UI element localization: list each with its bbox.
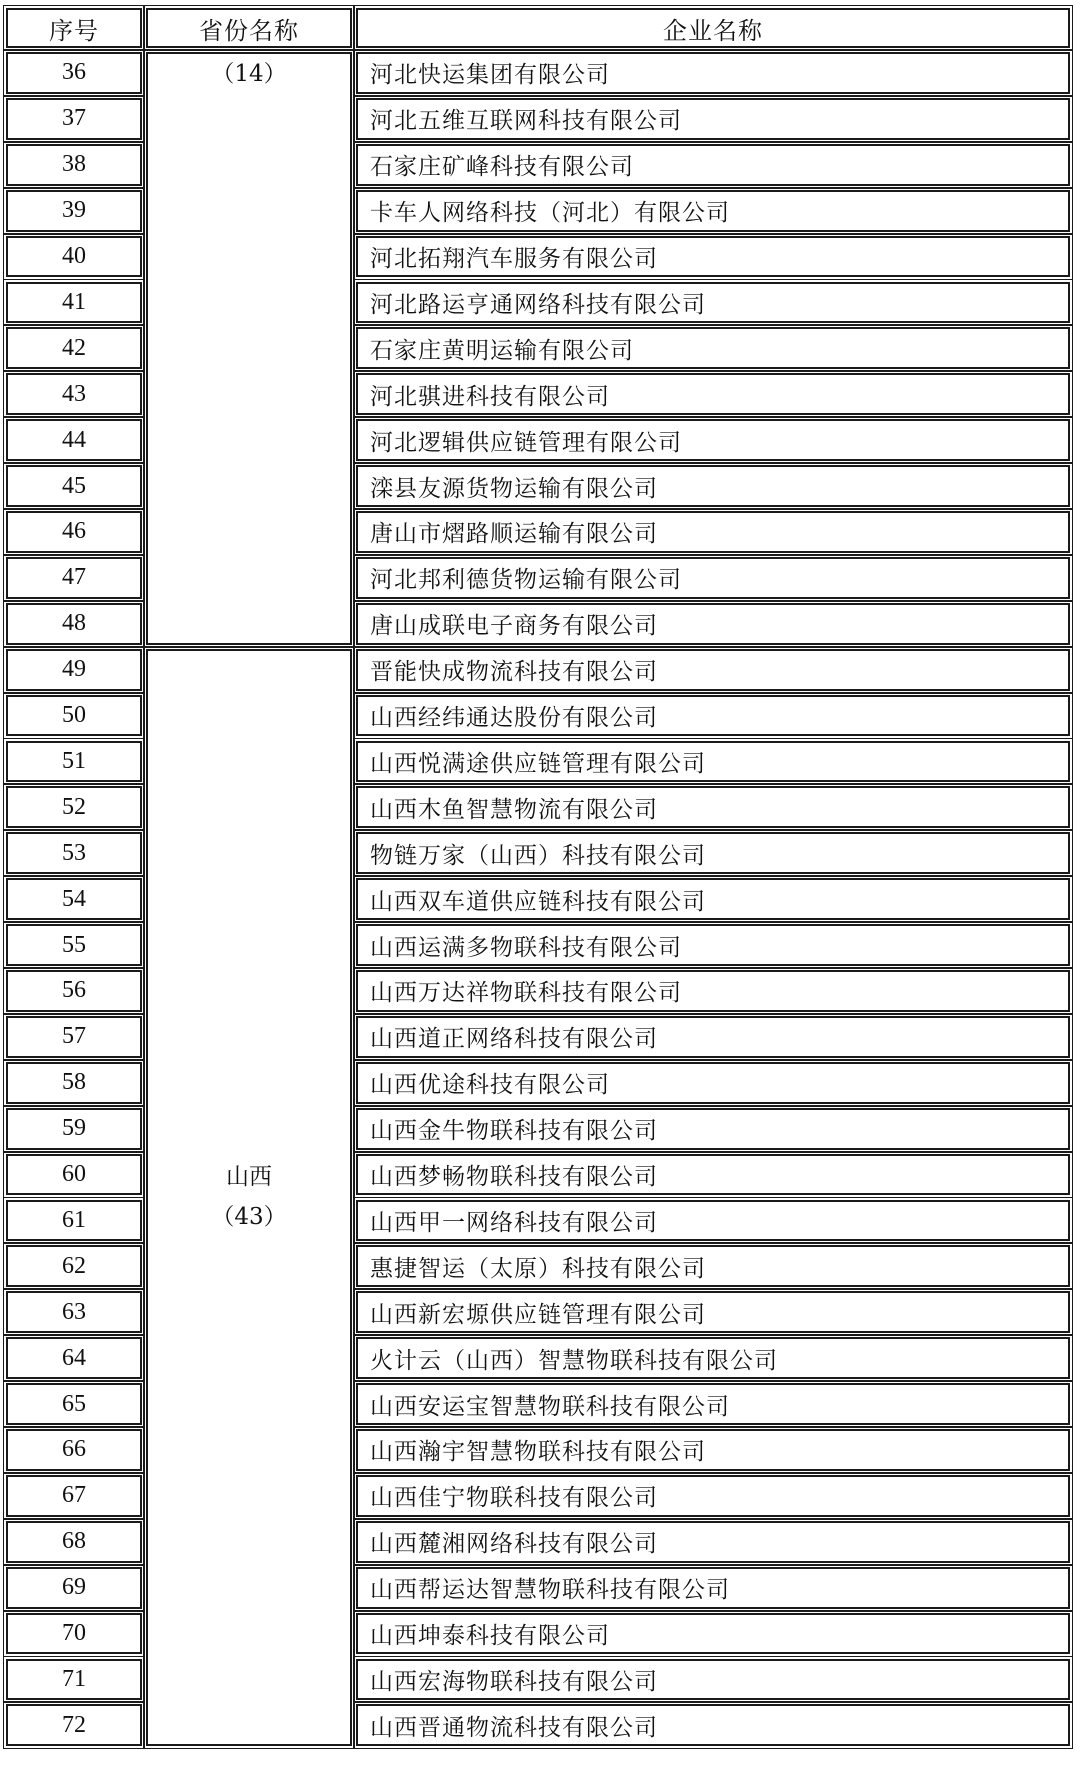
province-count: （14） <box>211 61 287 87</box>
company-name-cell: 卡车人网络科技（河北）有限公司 <box>356 190 1070 232</box>
company-name-cell: 晋能快成物流科技有限公司 <box>356 649 1070 691</box>
company-name-cell: 山西运满多物联科技有限公司 <box>356 924 1070 966</box>
company-name-cell: 山西坤泰科技有限公司 <box>356 1613 1070 1655</box>
row-index-cell: 63 <box>6 1291 142 1333</box>
row-index-cell: 48 <box>6 603 142 645</box>
company-name-cell: 石家庄黄明运输有限公司 <box>356 327 1070 369</box>
row-index-cell: 40 <box>6 236 142 278</box>
province-cell <box>146 649 352 1747</box>
company-name-cell: 石家庄矿峰科技有限公司 <box>356 144 1070 186</box>
row-index-cell: 49 <box>6 649 142 691</box>
header-province: 省份名称 <box>146 8 352 48</box>
company-name-cell: 山西木鱼智慧物流有限公司 <box>356 786 1070 828</box>
company-name-cell: 山西瀚宇智慧物联科技有限公司 <box>356 1429 1070 1471</box>
row-index-cell: 72 <box>6 1704 142 1746</box>
company-name-cell: 山西道正网络科技有限公司 <box>356 1016 1070 1058</box>
row-index-cell: 66 <box>6 1429 142 1471</box>
row-index-cell: 60 <box>6 1154 142 1196</box>
row-index-cell: 44 <box>6 419 142 461</box>
company-name-cell: 唐山成联电子商务有限公司 <box>356 603 1070 645</box>
company-name-cell: 河北逻辑供应链管理有限公司 <box>356 419 1070 461</box>
company-name-cell: 惠捷智运（太原）科技有限公司 <box>356 1245 1070 1287</box>
company-name-cell: 山西晋通物流科技有限公司 <box>356 1704 1070 1746</box>
row-index-cell: 38 <box>6 144 142 186</box>
company-name-cell: 山西万达祥物联科技有限公司 <box>356 970 1070 1012</box>
row-index-cell: 47 <box>6 557 142 599</box>
header-company: 企业名称 <box>356 8 1070 48</box>
company-name-cell: 河北骐进科技有限公司 <box>356 373 1070 415</box>
company-name-cell: 山西帮运达智慧物联科技有限公司 <box>356 1567 1070 1609</box>
company-name-cell: 火计云（山西）智慧物联科技有限公司 <box>356 1337 1070 1379</box>
row-index-cell: 57 <box>6 1016 142 1058</box>
company-name-cell: 山西经纬通达股份有限公司 <box>356 695 1070 737</box>
company-name-cell: 唐山市熠路顺运输有限公司 <box>356 511 1070 553</box>
row-index-cell: 42 <box>6 327 142 369</box>
row-index-cell: 39 <box>6 190 142 232</box>
company-name-cell: 滦县友源货物运输有限公司 <box>356 465 1070 507</box>
row-index-cell: 51 <box>6 741 142 783</box>
row-index-cell: 71 <box>6 1659 142 1701</box>
row-index-cell: 58 <box>6 1062 142 1104</box>
row-index-cell: 54 <box>6 878 142 920</box>
company-name-cell: 山西佳宁物联科技有限公司 <box>356 1475 1070 1517</box>
company-name-cell: 山西双车道供应链科技有限公司 <box>356 878 1070 920</box>
row-index-cell: 56 <box>6 970 142 1012</box>
company-name-cell: 山西麓湘网络科技有限公司 <box>356 1521 1070 1563</box>
row-index-cell: 64 <box>6 1337 142 1379</box>
row-index-cell: 67 <box>6 1475 142 1517</box>
company-name-cell: 河北快运集团有限公司 <box>356 52 1070 94</box>
header-index: 序号 <box>6 8 142 48</box>
row-index-cell: 50 <box>6 695 142 737</box>
company-name-cell: 河北路运亨通网络科技有限公司 <box>356 282 1070 324</box>
company-name-cell: 山西梦畅物联科技有限公司 <box>356 1154 1070 1196</box>
row-index-cell: 65 <box>6 1383 142 1425</box>
row-index-cell: 53 <box>6 832 142 874</box>
province-name: 山西 <box>226 1164 272 1191</box>
row-index-cell: 46 <box>6 511 142 553</box>
enterprise-table <box>6 8 1074 1758</box>
row-index-cell: 70 <box>6 1613 142 1655</box>
company-name-cell: 山西宏海物联科技有限公司 <box>356 1659 1070 1701</box>
row-index-cell: 36 <box>6 52 142 94</box>
company-name-cell: 河北五维互联网科技有限公司 <box>356 98 1070 140</box>
company-name-cell: 河北邦利德货物运输有限公司 <box>356 557 1070 599</box>
row-index-cell: 43 <box>6 373 142 415</box>
company-name-cell: 物链万家（山西）科技有限公司 <box>356 832 1070 874</box>
row-index-cell: 55 <box>6 924 142 966</box>
row-index-cell: 45 <box>6 465 142 507</box>
company-name-cell: 山西新宏塬供应链管理有限公司 <box>356 1291 1070 1333</box>
company-name-cell: 山西安运宝智慧物联科技有限公司 <box>356 1383 1070 1425</box>
row-index-cell: 59 <box>6 1108 142 1150</box>
province-count: （43） <box>211 1204 287 1231</box>
row-index-cell: 52 <box>6 786 142 828</box>
company-name-cell: 山西甲一网络科技有限公司 <box>356 1200 1070 1242</box>
company-name-cell: 河北拓翔汽车服务有限公司 <box>356 236 1070 278</box>
row-index-cell: 62 <box>6 1245 142 1287</box>
province-cell <box>146 52 352 645</box>
company-name-cell: 山西金牛物联科技有限公司 <box>356 1108 1070 1150</box>
company-name-cell: 山西优途科技有限公司 <box>356 1062 1070 1104</box>
row-index-cell: 69 <box>6 1567 142 1609</box>
row-index-cell: 37 <box>6 98 142 140</box>
row-index-cell: 68 <box>6 1521 142 1563</box>
company-name-cell: 山西悦满途供应链管理有限公司 <box>356 741 1070 783</box>
row-index-cell: 41 <box>6 282 142 324</box>
row-index-cell: 61 <box>6 1200 142 1242</box>
